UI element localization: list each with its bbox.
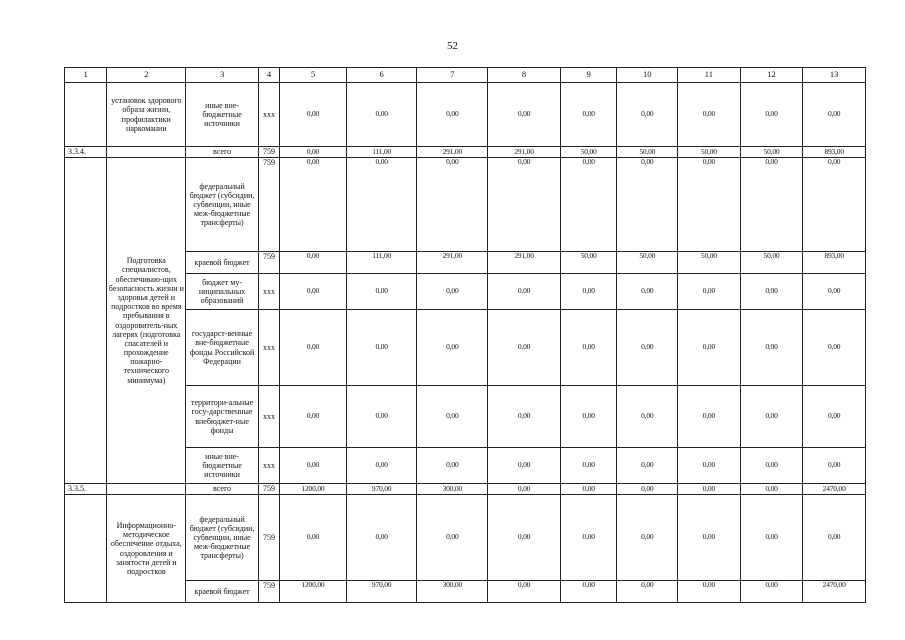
value-cell: 0,00	[346, 274, 417, 310]
value-cell: 50,00	[740, 147, 803, 158]
funding-source: краевой бюджет	[186, 252, 259, 274]
value-cell: 0,00	[678, 83, 741, 147]
value-cell: 0,00	[346, 448, 417, 484]
activity-title: установок здорового образа жизни, профилактики наркомании	[107, 83, 186, 147]
table-row	[65, 158, 866, 252]
value-cell: 0,00	[560, 310, 617, 386]
value-cell: 0,00	[280, 495, 347, 581]
budget-code: 759	[258, 484, 279, 495]
value-cell: 0,00	[417, 274, 488, 310]
value-cell: 0,00	[740, 495, 803, 581]
value-cell: 291,00	[488, 252, 561, 274]
value-cell: 0,00	[560, 158, 617, 252]
value-cell: 0,00	[280, 386, 347, 448]
value-cell: 291,00	[417, 252, 488, 274]
value-cell: 0,00	[560, 386, 617, 448]
budget-code: ххх	[258, 386, 279, 448]
header-cell-1: 1	[65, 68, 107, 83]
value-cell: 0,00	[803, 158, 866, 252]
value-cell: 0,00	[740, 448, 803, 484]
value-cell: 970,00	[346, 581, 417, 603]
value-cell: 0,00	[346, 495, 417, 581]
value-cell: 0,00	[488, 158, 561, 252]
value-cell: 1200,00	[280, 484, 347, 495]
value-cell: 0,00	[803, 386, 866, 448]
value-cell: 0,00	[488, 495, 561, 581]
value-cell: 50,00	[617, 252, 678, 274]
table-row	[65, 147, 866, 158]
value-cell: 0,00	[740, 158, 803, 252]
value-cell: 0,00	[740, 274, 803, 310]
value-cell: 0,00	[617, 484, 678, 495]
header-cell-13: 13	[803, 68, 866, 83]
value-cell: 2470,00	[803, 484, 866, 495]
value-cell: 0,00	[678, 581, 741, 603]
value-cell: 0,00	[560, 581, 617, 603]
value-cell: 0,00	[346, 386, 417, 448]
activity-title: Подготовка специалистов, обеспечиваю-щих безопасность жизни и здоровья детей и подростков во время пребывания в оздоровитель-ных лагерях (подготовка спасателей и прохождение пожарно-технического минимума)	[107, 158, 186, 484]
value-cell: 0,00	[617, 581, 678, 603]
value-cell: 0,00	[280, 448, 347, 484]
budget-code: 759	[258, 581, 279, 603]
value-cell: 0,00	[488, 581, 561, 603]
value-cell: 0,00	[488, 310, 561, 386]
value-cell: 111,00	[346, 147, 417, 158]
budget-table	[64, 67, 866, 603]
value-cell: 0,00	[678, 484, 741, 495]
value-cell: 0,00	[488, 274, 561, 310]
value-cell: 50,00	[740, 252, 803, 274]
header-cell-7: 7	[417, 68, 488, 83]
value-cell: 50,00	[560, 147, 617, 158]
value-cell: 0,00	[740, 581, 803, 603]
value-cell: 291,00	[417, 147, 488, 158]
funding-source: иные вне-бюджетные источники	[186, 448, 259, 484]
table-row	[65, 83, 866, 147]
row-code: 3.3.4.	[65, 147, 107, 158]
header-row	[65, 68, 866, 83]
value-cell: 0,00	[617, 310, 678, 386]
value-cell: 0,00	[740, 484, 803, 495]
value-cell: 0,00	[678, 274, 741, 310]
header-cell-11: 11	[678, 68, 741, 83]
value-cell: 0,00	[617, 158, 678, 252]
header-cell-6: 6	[346, 68, 417, 83]
row-code-blank	[65, 158, 107, 484]
value-cell: 50,00	[678, 252, 741, 274]
value-cell: 0,00	[678, 158, 741, 252]
value-cell: 0,00	[678, 386, 741, 448]
value-cell: 50,00	[560, 252, 617, 274]
value-cell: 0,00	[617, 274, 678, 310]
row-code: 3.3.5.	[65, 484, 107, 495]
funding-source: федеральный бюджет (субсидии, субвенции, иные меж-бюджетные трансферты)	[186, 495, 259, 581]
value-cell: 0,00	[488, 83, 561, 147]
value-cell: 291,00	[488, 147, 561, 158]
header-cell-3: 3	[186, 68, 259, 83]
value-cell: 0,00	[617, 448, 678, 484]
budget-code: ххх	[258, 83, 279, 147]
value-cell: 0,00	[417, 83, 488, 147]
value-cell: 0,00	[803, 495, 866, 581]
value-cell: 2470,00	[803, 581, 866, 603]
budget-code: 759	[258, 495, 279, 581]
value-cell: 300,00	[417, 581, 488, 603]
value-cell: 0,00	[560, 448, 617, 484]
value-cell: 0,00	[803, 448, 866, 484]
value-cell: 0,00	[617, 495, 678, 581]
budget-code: 759	[258, 252, 279, 274]
header-cell-10: 10	[617, 68, 678, 83]
table-row	[65, 495, 866, 581]
value-cell: 0,00	[280, 310, 347, 386]
value-cell: 0,00	[280, 147, 347, 158]
value-cell: 111,00	[346, 252, 417, 274]
value-cell: 893,00	[803, 252, 866, 274]
funding-source: бюджет му-ниципальных образований	[186, 274, 259, 310]
value-cell: 0,00	[280, 83, 347, 147]
value-cell: 50,00	[678, 147, 741, 158]
activity-title-blank	[107, 147, 186, 158]
value-cell: 0,00	[488, 386, 561, 448]
value-cell: 0,00	[280, 274, 347, 310]
value-cell: 0,00	[678, 448, 741, 484]
value-cell: 0,00	[417, 158, 488, 252]
value-cell: 0,00	[346, 158, 417, 252]
funding-source: иные вне-бюджетные источники	[186, 83, 259, 147]
value-cell: 0,00	[417, 386, 488, 448]
value-cell: 0,00	[560, 274, 617, 310]
value-cell: 50,00	[617, 147, 678, 158]
value-cell: 0,00	[803, 310, 866, 386]
value-cell: 0,00	[488, 448, 561, 484]
budget-code: 759	[258, 147, 279, 158]
value-cell: 893,00	[803, 147, 866, 158]
value-cell: 0,00	[560, 495, 617, 581]
value-cell: 0,00	[560, 83, 617, 147]
value-cell: 970,00	[346, 484, 417, 495]
value-cell: 0,00	[280, 158, 347, 252]
value-cell: 0,00	[803, 274, 866, 310]
value-cell: 0,00	[617, 386, 678, 448]
budget-code: 759	[258, 158, 279, 252]
header-cell-9: 9	[560, 68, 617, 83]
value-cell: 0,00	[560, 484, 617, 495]
value-cell: 0,00	[280, 252, 347, 274]
funding-source: территори-альные госу-дарственные внебюджет-ные фонды	[186, 386, 259, 448]
value-cell: 1200,00	[280, 581, 347, 603]
budget-code: ххх	[258, 310, 279, 386]
header-cell-12: 12	[740, 68, 803, 83]
value-cell: 0,00	[346, 83, 417, 147]
header-cell-4: 4	[258, 68, 279, 83]
budget-code: ххх	[258, 448, 279, 484]
value-cell: 0,00	[678, 310, 741, 386]
value-cell: 0,00	[617, 83, 678, 147]
header-cell-8: 8	[488, 68, 561, 83]
value-cell: 0,00	[740, 83, 803, 147]
funding-source: федеральный бюджет (субсидии, субвенции, иные меж-бюджетные трансферты)	[186, 158, 259, 252]
value-cell: 0,00	[678, 495, 741, 581]
funding-source: государст-венные вне-бюджетные фонды Российской Федерации	[186, 310, 259, 386]
row-code-blank	[65, 495, 107, 603]
budget-code: ххх	[258, 274, 279, 310]
funding-source: краевой бюджет	[186, 581, 259, 603]
row-code	[65, 83, 107, 147]
value-cell: 300,00	[417, 484, 488, 495]
funding-source: всего	[186, 147, 259, 158]
page-number: 52	[447, 40, 458, 52]
activity-title-blank	[107, 484, 186, 495]
value-cell: 0,00	[803, 83, 866, 147]
activity-title: Информационно-методическое обеспечение отдыха, оздоровления и занятости детей и подростков	[107, 495, 186, 603]
value-cell: 0,00	[740, 386, 803, 448]
value-cell: 0,00	[417, 495, 488, 581]
value-cell: 0,00	[488, 484, 561, 495]
value-cell: 0,00	[346, 310, 417, 386]
value-cell: 0,00	[417, 310, 488, 386]
header-cell-5: 5	[280, 68, 347, 83]
header-cell-2: 2	[107, 68, 186, 83]
table-row	[65, 484, 866, 495]
value-cell: 0,00	[740, 310, 803, 386]
funding-source: всего	[186, 484, 259, 495]
value-cell: 0,00	[417, 448, 488, 484]
